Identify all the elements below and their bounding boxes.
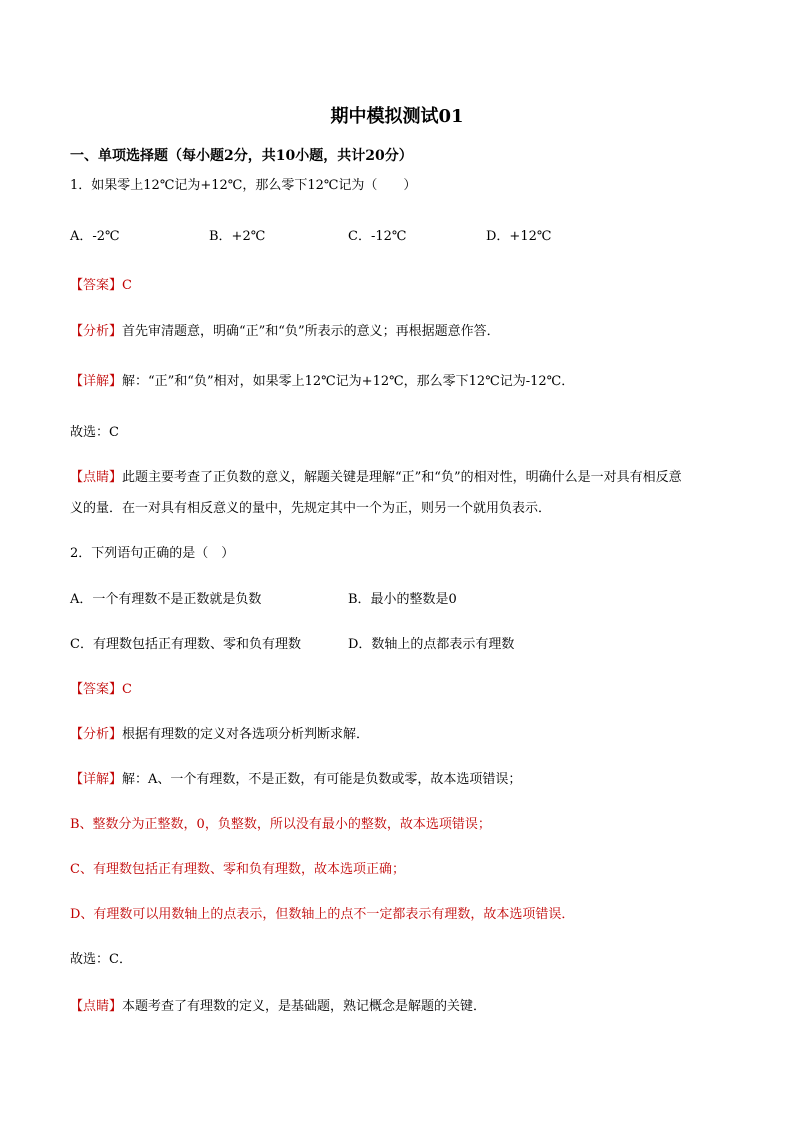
q2-detail-b: B、整数分为正整数，0，负整数，所以没有最小的整数，故本选项错误；	[70, 817, 491, 832]
analysis-text: 根据有理数的定义对各选项分析判断求解．	[122, 727, 370, 742]
q2-detail-c: C、有理数包括正有理数、零和负有理数，故本选项正确；	[70, 862, 405, 877]
q1-comment-line2: 义的量．在一对具有相反意义的量中，先规定其中一个为正，则另一个就用负表示．	[70, 501, 552, 516]
q2-detail	[70, 770, 521, 790]
detail-tag: 【详解】	[70, 772, 123, 787]
q1-answer	[70, 276, 132, 296]
q2-option-d: D．数轴上的点都表示有理数	[348, 637, 515, 652]
answer-tag: 【答案】	[70, 682, 123, 697]
answer-value: C	[122, 682, 132, 697]
comment-tag: 【点睛】	[70, 470, 123, 485]
analysis-tag: 【分析】	[70, 324, 123, 339]
q2-choice: 故选：C．	[70, 952, 132, 967]
comment-text: 本题考查了有理数的定义，是基础题，熟记概念是解题的关键．	[122, 999, 487, 1014]
detail-text: 解：“正”和“负”相对，如果零上12℃记为+12℃，那么零下12℃记为-12℃．	[122, 374, 575, 389]
question-2-stem: 2．下列语句正确的是（ ）	[70, 546, 235, 561]
q1-option-c: C．-12℃	[348, 229, 407, 244]
q1-choice: 故选：C	[70, 425, 119, 440]
q2-detail-d: D、有理数可以用数轴上的点表示，但数轴上的点不一定都表示有理数，故本选项错误．	[70, 907, 575, 922]
analysis-tag: 【分析】	[70, 727, 123, 742]
analysis-text: 首先审清题意，明确“正”和“负”所表示的意义；再根据题意作答．	[122, 324, 500, 339]
q2-option-a: A．一个有理数不是正数就是负数	[70, 592, 262, 607]
q2-comment	[70, 997, 486, 1017]
question-1-stem: 1．如果零上12℃记为+12℃，那么零下12℃记为（ ）	[70, 178, 417, 193]
q2-answer	[70, 680, 132, 700]
q1-option-a: A．-2℃	[70, 229, 120, 244]
comment-tag: 【点睛】	[70, 999, 123, 1014]
answer-value: C	[122, 278, 132, 293]
q2-option-c: C．有理数包括正有理数、零和负有理数	[70, 637, 301, 652]
detail-tag: 【详解】	[70, 374, 123, 389]
q1-option-d: D．+12℃	[486, 229, 552, 244]
q1-option-b: B．+2℃	[209, 229, 266, 244]
section-heading: 一、单项选择题（每小题2分，共10小题，共计20分）	[70, 148, 413, 164]
q1-detail	[70, 372, 574, 392]
q2-analysis	[70, 725, 369, 745]
comment-text-1: 此题主要考查了正负数的意义，解题关键是理解“正”和“负”的相对性，明确什么是一对具有相反意	[122, 470, 682, 485]
q2-option-b: B．最小的整数是0	[348, 592, 457, 607]
q1-analysis	[70, 322, 500, 342]
q1-comment-line1	[70, 468, 682, 488]
detail-text: 解：A、一个有理数，不是正数，有可能是负数或零，故本选项错误；	[122, 772, 522, 787]
page-title: 期中模拟测试01	[330, 106, 464, 127]
answer-tag: 【答案】	[70, 278, 123, 293]
